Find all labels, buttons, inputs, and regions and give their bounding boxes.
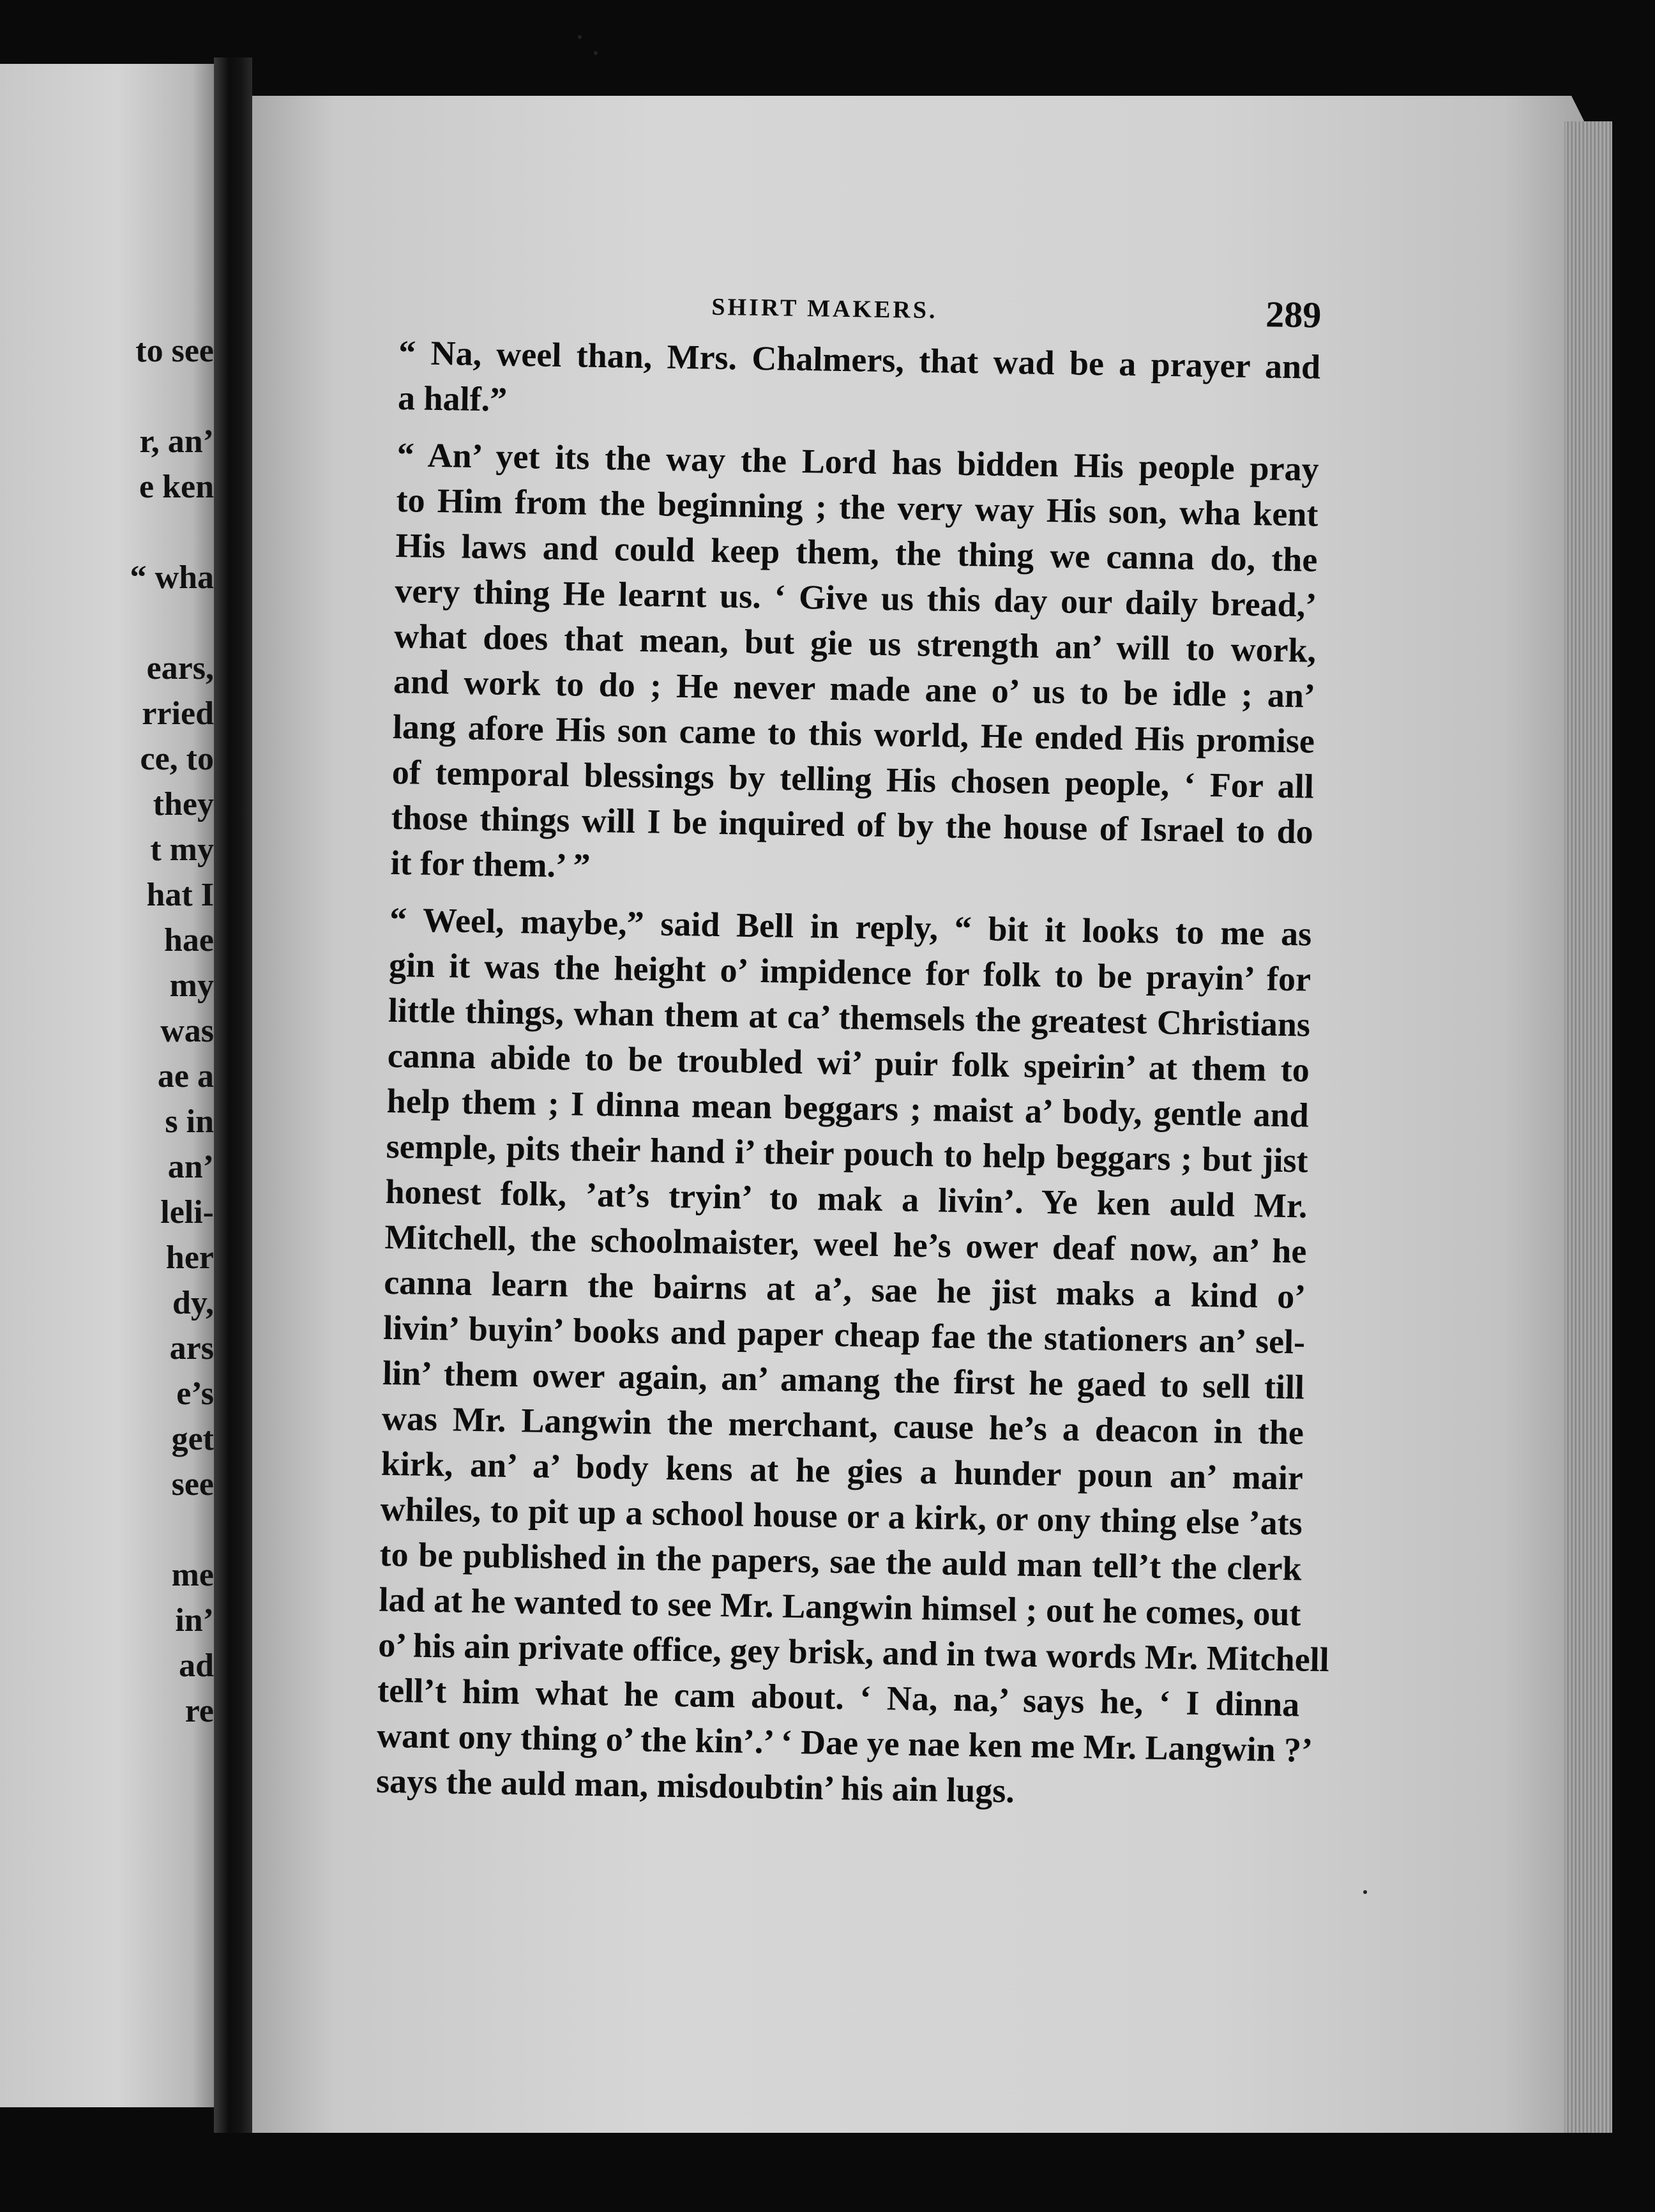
left-page-fragment: re: [185, 1693, 214, 1729]
left-page-fragment: her: [165, 1239, 214, 1276]
text-line: gin it was the height o’ impidence for folk to be prayin’ for: [388, 945, 1311, 999]
left-page-fragment: see: [171, 1466, 214, 1503]
left-page-fragment: me: [171, 1557, 214, 1593]
left-page: [0, 64, 214, 2107]
text-line: “ Na, weel than, Mrs. Chalmers, that wad be a prayer and: [398, 333, 1321, 386]
text-line: “ An’ yet its the way the Lord has bidden His people pray: [397, 436, 1320, 489]
left-page-fragment: they: [153, 786, 214, 822]
left-page-fragment: e’s: [176, 1375, 214, 1412]
text-line: canna abide to be troubled wi’ puir folk speirin’ at them to: [387, 1036, 1310, 1089]
left-page-fragment: an’: [167, 1149, 214, 1185]
scan-speck: [578, 35, 582, 39]
text-line: says the auld man, misdoubtin’ his ain lugs.: [375, 1761, 1015, 1810]
left-page-fragment: ae a: [157, 1058, 214, 1095]
text-line: of temporal blessings by telling His chosen people, ‘ For all: [391, 752, 1315, 806]
left-page-fragment: my: [169, 967, 214, 1004]
text-line: o’ his ain private office, gey brisk, and in twa words Mr. Mitchell: [377, 1625, 1330, 1679]
text-line: lad at he wanted to see Mr. Langwin himsel ; out he comes, out: [379, 1580, 1301, 1633]
text-line: want ony thing o’ the kin’.’ ‘ Dae ye nae ken me Mr. Langwin ?’: [376, 1716, 1313, 1769]
body-text: [334, 330, 1330, 1818]
page-edge: [1564, 121, 1612, 2133]
text-line: a half.”: [397, 379, 508, 419]
text-line: what does that mean, but gie us strength an’ will to work,: [393, 616, 1317, 670]
left-page-fragment: to see: [135, 333, 214, 369]
text-line: “ Weel, maybe,” said Bell in reply, “ bit it looks to me as: [389, 900, 1312, 953]
left-page-fragment: hat I: [146, 877, 214, 913]
text-line: little things, whan them at ca’ themsels the greatest Christians: [388, 990, 1311, 1044]
paragraph: [348, 432, 1319, 900]
text-line: help them ; I dinna mean beggars ; maist a’ body, gentle and: [386, 1081, 1310, 1135]
page-number: 289: [1265, 293, 1322, 336]
text-line: whiles, to pit up a school house or a kirk, or ony thing else ’ats: [380, 1489, 1303, 1543]
left-page-fragment: e ken: [139, 469, 214, 505]
left-page-fragment: hae: [164, 922, 214, 958]
left-page-fragment: ears,: [146, 650, 214, 686]
left-page-fragment: in’: [175, 1602, 214, 1639]
left-page-fragment: “ wha: [130, 559, 214, 596]
text-line: His laws and could keep them, the thing we canna do, the: [395, 526, 1318, 579]
scan-speck: [594, 51, 598, 55]
text-line: kirk, an’ a’ body kens at he gies a hunder poun an’ mair: [381, 1444, 1304, 1497]
left-page-fragment: leli-: [160, 1194, 214, 1231]
text-line: very thing He learnt us. ‘ Give us this day our daily bread,’: [394, 571, 1317, 625]
text-line: to Him from the beginning ; the very way His son, wha kent: [396, 480, 1319, 534]
book-gutter: [214, 57, 252, 2133]
scan-speck: [1363, 1890, 1367, 1894]
left-page-fragment: r, an’: [139, 423, 214, 460]
left-page-fragment: dy,: [172, 1285, 214, 1321]
running-head: SHIRT MAKERS.: [711, 293, 938, 324]
text-line: Mitchell, the schoolmaister, weel he’s ower deaf now, an’ he: [384, 1217, 1307, 1271]
left-page-fragment: s in: [165, 1103, 214, 1140]
text-line: semple, pits their hand i’ their pouch to help beggars ; but jist: [386, 1126, 1309, 1180]
text-line: those things will I be inquired of by the house of Israel to do: [391, 798, 1314, 851]
text-line: and work to do ; He never made ane o’ us to be idle ; an’: [393, 662, 1316, 715]
text-line: it for them.’ ”: [390, 843, 591, 885]
text-line: lang afore His son came to this world, He ended His promise: [392, 707, 1315, 761]
text-line: livin’ buyin’ books and paper cheap fae the stationers an’ sel-: [382, 1308, 1306, 1361]
left-page-fragment: was: [160, 1013, 214, 1049]
text-line: canna learn the bairns at a’, sae he jist maks a kind o’: [383, 1262, 1306, 1316]
left-page-fragment: ad: [179, 1648, 214, 1684]
text-line: was Mr. Langwin the merchant, cause he’s a deacon in the: [381, 1398, 1304, 1452]
text-line: lin’ them ower again, an’ amang the first he gaed to sell till: [382, 1353, 1305, 1407]
page-text: [333, 281, 1330, 1829]
paragraph: [334, 897, 1330, 1819]
left-page-fragment: rried: [142, 695, 214, 732]
left-page-fragment: ars: [169, 1330, 214, 1367]
left-page-fragment: t my: [150, 831, 214, 868]
paragraph: [356, 330, 1321, 436]
text-line: to be published in the papers, sae the auld man tell’t the clerk: [379, 1534, 1302, 1588]
left-page-fragment: get: [171, 1421, 214, 1457]
text-line: honest folk, ’at’s tryin’ to mak a livin’. Ye ken auld Mr.: [385, 1172, 1308, 1225]
left-page-fragment: ce, to: [140, 741, 214, 777]
text-line: tell’t him what he cam about. ‘ Na, na,’ says he, ‘ I dinna: [377, 1670, 1300, 1724]
